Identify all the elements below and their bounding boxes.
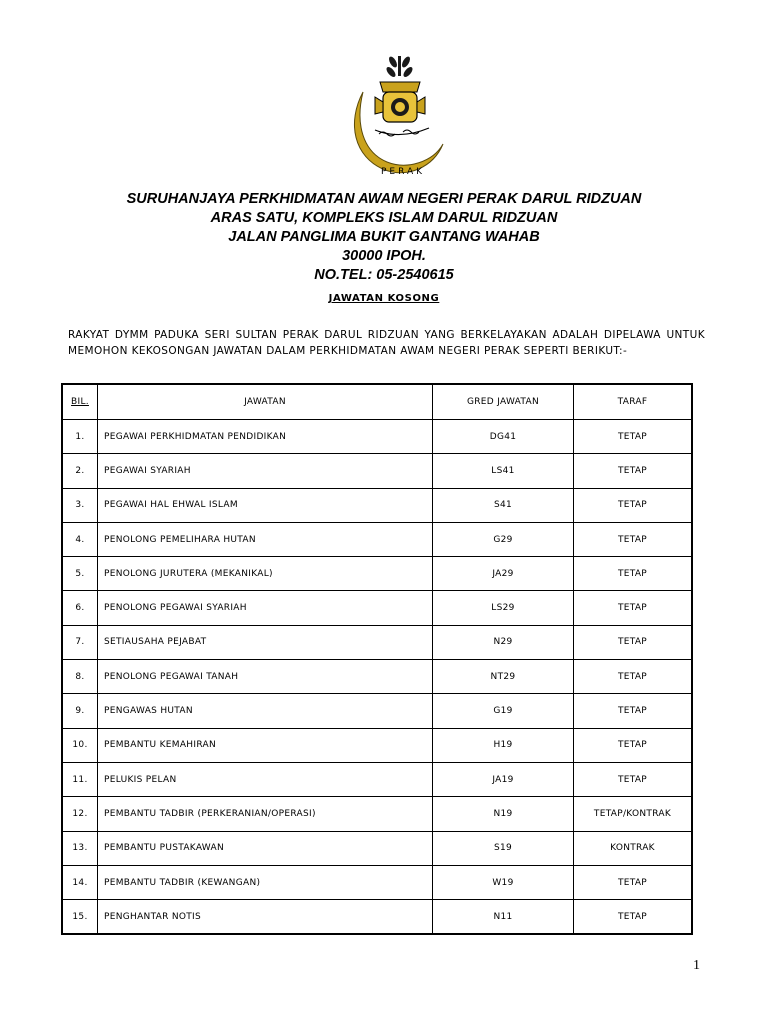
cell-jawatan: PEMBANTU TADBIR (PERKERANIAN/OPERASI) bbox=[98, 797, 433, 831]
table-row bbox=[62, 660, 692, 694]
table-row bbox=[62, 900, 692, 935]
perak-crest-logo bbox=[345, 52, 455, 182]
cell-gred: JA29 bbox=[433, 557, 574, 591]
cell-jawatan: PELUKIS PELAN bbox=[98, 762, 433, 796]
cell-taraf: TETAP bbox=[574, 762, 693, 796]
cell-gred: N29 bbox=[433, 625, 574, 659]
table-row bbox=[62, 420, 692, 454]
cell-bil: 9. bbox=[62, 694, 98, 728]
header-line-organization: SURUHANJAYA PERKHIDMATAN AWAM NEGERI PERAK DARUL RIDZUAN bbox=[126, 191, 642, 207]
table-row bbox=[62, 488, 692, 522]
cell-bil: 7. bbox=[62, 625, 98, 659]
cell-bil: 12. bbox=[62, 797, 98, 831]
cell-gred: W19 bbox=[433, 865, 574, 899]
cell-bil: 13. bbox=[62, 831, 98, 865]
cell-bil: 3. bbox=[62, 488, 98, 522]
cell-jawatan: PENOLONG PEGAWAI SYARIAH bbox=[98, 591, 433, 625]
header-line-city: 30000 IPOH. bbox=[342, 248, 426, 264]
table-row bbox=[62, 454, 692, 488]
cell-jawatan: PEGAWAI HAL EHWAL ISLAM bbox=[98, 488, 433, 522]
page-number: 1 bbox=[693, 958, 700, 973]
table-row bbox=[62, 831, 692, 865]
cell-jawatan: PENGAWAS HUTAN bbox=[98, 694, 433, 728]
cell-taraf: TETAP bbox=[574, 625, 693, 659]
cell-gred: N11 bbox=[433, 900, 574, 935]
cell-bil: 8. bbox=[62, 660, 98, 694]
cell-taraf: TETAP/KONTRAK bbox=[574, 797, 693, 831]
header-line-street: JALAN PANGLIMA BUKIT GANTANG WAHAB bbox=[228, 229, 540, 245]
cell-bil: 14. bbox=[62, 865, 98, 899]
cell-gred: H19 bbox=[433, 728, 574, 762]
table-header-row bbox=[62, 384, 692, 420]
cell-jawatan: PENOLONG PEMELIHARA HUTAN bbox=[98, 522, 433, 556]
cell-taraf: TETAP bbox=[574, 865, 693, 899]
cell-taraf: TETAP bbox=[574, 420, 693, 454]
cell-gred: LS29 bbox=[433, 591, 574, 625]
cell-bil: 4. bbox=[62, 522, 98, 556]
cell-gred: S19 bbox=[433, 831, 574, 865]
cell-bil: 15. bbox=[62, 900, 98, 935]
cell-bil: 1. bbox=[62, 420, 98, 454]
intro-paragraph: RAKYAT DYMM PADUKA SERI SULTAN PERAK DARUL RIDZUAN YANG BERKELAYAKAN ADALAH DIPELAWA UNTUK MEMOHON KEKOSONGAN JAWATAN DALAM PERKHIDMATAN AWAM NEGERI PERAK SEPERTI BERIKUT:- bbox=[68, 329, 705, 357]
cell-bil: 2. bbox=[62, 454, 98, 488]
cell-jawatan: PEGAWAI PERKHIDMATAN PENDIDIKAN bbox=[98, 420, 433, 454]
cell-taraf: TETAP bbox=[574, 488, 693, 522]
cell-taraf: KONTRAK bbox=[574, 831, 693, 865]
cell-jawatan: PEGAWAI SYARIAH bbox=[98, 454, 433, 488]
header-gred: GRED JAWATAN bbox=[433, 384, 574, 420]
cell-taraf: TETAP bbox=[574, 557, 693, 591]
cell-gred: G29 bbox=[433, 522, 574, 556]
cell-jawatan: PEMBANTU TADBIR (KEWANGAN) bbox=[98, 865, 433, 899]
cell-gred: JA19 bbox=[433, 762, 574, 796]
cell-jawatan: PEMBANTU PUSTAKAWAN bbox=[98, 831, 433, 865]
cell-gred: DG41 bbox=[433, 420, 574, 454]
cell-jawatan: PEMBANTU KEMAHIRAN bbox=[98, 728, 433, 762]
table-row bbox=[62, 865, 692, 899]
cell-taraf: TETAP bbox=[574, 591, 693, 625]
cell-gred: G19 bbox=[433, 694, 574, 728]
cell-gred: S41 bbox=[433, 488, 574, 522]
header-line-phone: NO.TEL: 05-2540615 bbox=[314, 267, 454, 283]
cell-taraf: TETAP bbox=[574, 728, 693, 762]
cell-bil: 6. bbox=[62, 591, 98, 625]
cell-jawatan: PENGHANTAR NOTIS bbox=[98, 900, 433, 935]
cell-bil: 10. bbox=[62, 728, 98, 762]
cell-jawatan: PENOLONG PEGAWAI TANAH bbox=[98, 660, 433, 694]
cell-gred: NT29 bbox=[433, 660, 574, 694]
cell-jawatan: SETIAUSAHA PEJABAT bbox=[98, 625, 433, 659]
crest-caption: PERAK bbox=[380, 167, 426, 177]
table-row bbox=[62, 728, 692, 762]
table-row bbox=[62, 522, 692, 556]
header-jawatan: JAWATAN bbox=[98, 384, 433, 420]
table-row bbox=[62, 797, 692, 831]
cell-taraf: TETAP bbox=[574, 694, 693, 728]
vacancy-title: JAWATAN KOSONG bbox=[328, 293, 440, 304]
cell-taraf: TETAP bbox=[574, 454, 693, 488]
table-row bbox=[62, 591, 692, 625]
cell-taraf: TETAP bbox=[574, 660, 693, 694]
table-row bbox=[62, 694, 692, 728]
cell-bil: 5. bbox=[62, 557, 98, 591]
header-bil: BIL. bbox=[62, 384, 98, 420]
cell-gred: LS41 bbox=[433, 454, 574, 488]
header-taraf: TARAF bbox=[574, 384, 693, 420]
vacancy-table bbox=[61, 383, 693, 935]
cell-gred: N19 bbox=[433, 797, 574, 831]
organization-header bbox=[0, 190, 768, 285]
table-row bbox=[62, 557, 692, 591]
cell-jawatan: PENOLONG JURUTERA (MEKANIKAL) bbox=[98, 557, 433, 591]
cell-taraf: TETAP bbox=[574, 900, 693, 935]
table-row bbox=[62, 625, 692, 659]
cell-bil: 11. bbox=[62, 762, 98, 796]
header-line-floor: ARAS SATU, KOMPLEKS ISLAM DARUL RIDZUAN bbox=[210, 210, 558, 226]
table-row bbox=[62, 762, 692, 796]
cell-taraf: TETAP bbox=[574, 522, 693, 556]
